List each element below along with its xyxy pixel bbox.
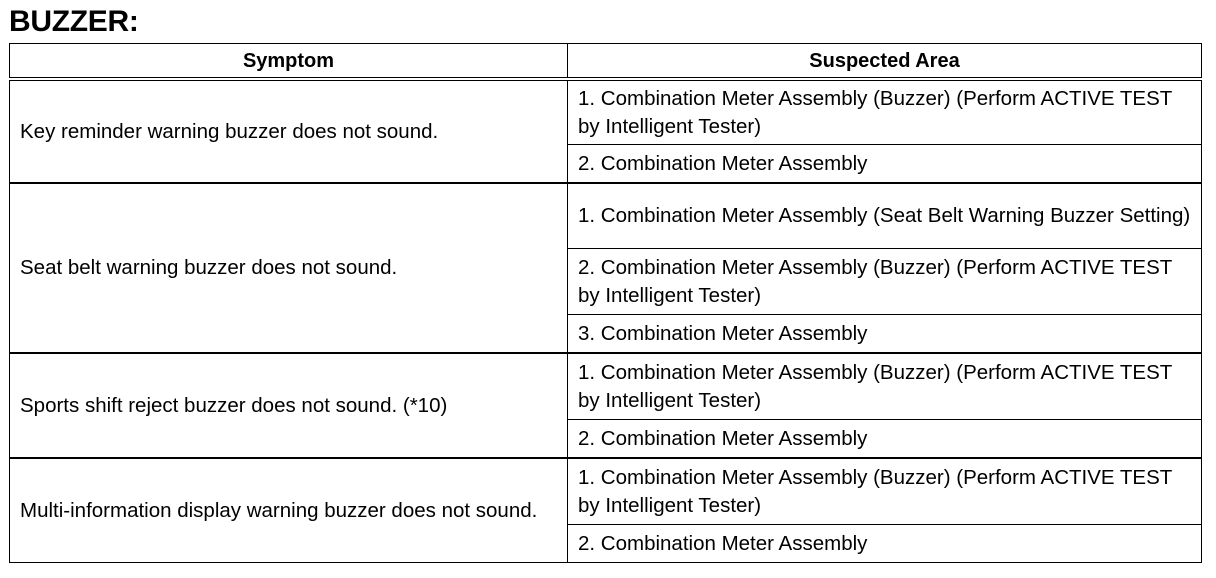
symptom-cell-key-reminder: Key reminder warning buzzer does not sound. [10, 79, 568, 183]
table-row [10, 458, 1202, 525]
symptom-cell-sports-shift: Sports shift reject buzzer does not sound. (*10) [10, 353, 568, 458]
symptom-column-header: Symptom [10, 44, 568, 80]
suspected-area-cell: 1. Combination Meter Assembly (Buzzer) (Perform ACTIVE TEST by Intelligent Tester) [568, 353, 1202, 420]
suspected-area-column-header: Suspected Area [568, 44, 1202, 80]
table-row [10, 79, 1202, 145]
suspected-area-cell: 1. Combination Meter Assembly (Buzzer) (Perform ACTIVE TEST by Intelligent Tester) [568, 79, 1202, 145]
suspected-area-cell: 2. Combination Meter Assembly [568, 145, 1202, 184]
table-row [10, 183, 1202, 249]
suspected-area-cell: 1. Combination Meter Assembly (Seat Belt Warning Buzzer Setting) [568, 183, 1202, 249]
suspected-area-cell: 2. Combination Meter Assembly (Buzzer) (Perform ACTIVE TEST by Intelligent Tester) [568, 249, 1202, 315]
suspected-area-cell: 2. Combination Meter Assembly [568, 525, 1202, 563]
table-header-row [10, 44, 1202, 80]
buzzer-troubleshooting-table [9, 43, 1202, 563]
page-heading: BUZZER: [9, 5, 139, 38]
table-row [10, 353, 1202, 420]
suspected-area-cell: 2. Combination Meter Assembly [568, 420, 1202, 459]
suspected-area-cell: 1. Combination Meter Assembly (Buzzer) (Perform ACTIVE TEST by Intelligent Tester) [568, 458, 1202, 525]
suspected-area-cell: 3. Combination Meter Assembly [568, 315, 1202, 354]
symptom-cell-seat-belt: Seat belt warning buzzer does not sound. [10, 183, 568, 353]
symptom-cell-multi-information: Multi-information display warning buzzer does not sound. [10, 458, 568, 563]
